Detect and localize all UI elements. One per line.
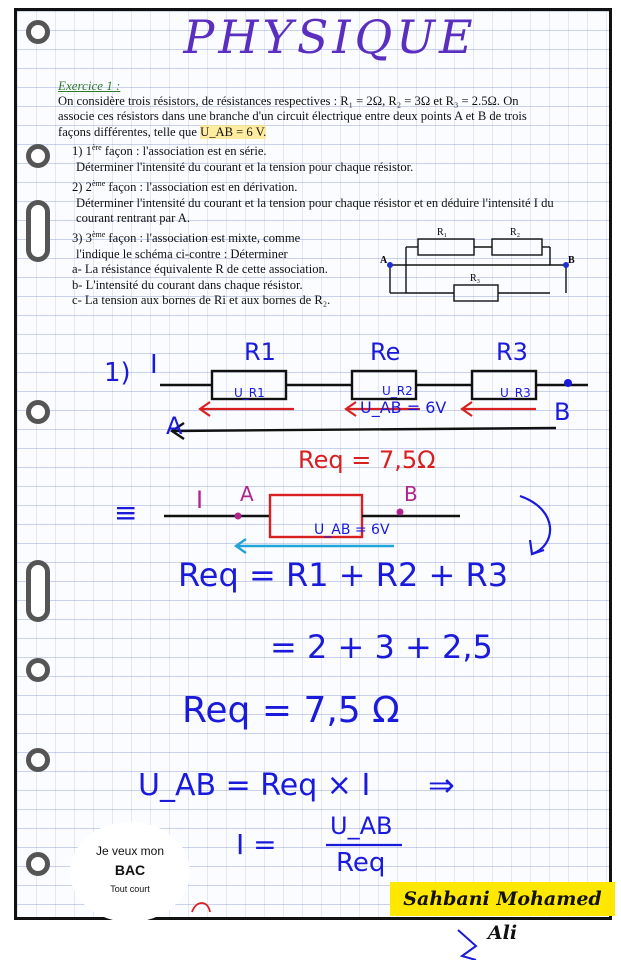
schema-a-label: A	[380, 255, 388, 266]
q2-number: 2) 2	[72, 179, 92, 194]
implies-arrow: ⇒	[428, 766, 455, 804]
formula-2: = 2 + 3 + 2,5	[270, 628, 493, 666]
q1-number: 1) 1	[72, 144, 92, 159]
badge-line-3: Tout court	[110, 884, 150, 894]
badge-line-1: Je veux mon	[95, 844, 165, 858]
hw-r1-label: R1	[244, 338, 276, 366]
question-1-task: Déterminer l'intensité du courant et la tension pour chaque résistor.	[76, 160, 414, 175]
uab-highlight: U_AB = 6 V.	[200, 124, 267, 139]
formula-5-numerator: U_AB	[330, 812, 393, 840]
hw-q1-label: 1)	[104, 358, 131, 388]
curved-arrow	[520, 496, 550, 554]
badge-line-2: BAC	[114, 862, 146, 878]
eq-node-a	[235, 513, 242, 520]
r3-resistor	[454, 285, 498, 301]
schema-r2-label: R₂	[510, 227, 521, 238]
q3-text: façon : l'association est mixte, comme	[105, 230, 301, 245]
hw-eq-point-a: A	[240, 482, 254, 506]
pen-scribble	[458, 930, 476, 960]
hw-u-r2: U_R2	[382, 384, 413, 398]
hw-r3-label: R3	[496, 338, 528, 366]
hw-point-a: A	[166, 412, 183, 440]
exercise-heading: Exercice 1 :	[58, 78, 121, 93]
question-3-line: l'indique le schéma ci-contre : Déterminer	[76, 246, 288, 261]
eq-node-b	[397, 509, 404, 516]
question-3b: b- L'intensité du courant dans chaque résistor.	[72, 277, 303, 292]
question-3c: c- La tension aux bornes de Ri et aux bornes de R₂.	[72, 293, 331, 308]
uab-arrow	[172, 423, 556, 439]
q3-number: 3) 3	[72, 230, 92, 245]
q3-sup: ème	[91, 229, 106, 239]
red-mark	[192, 903, 210, 912]
intro-line: On considère trois résistors, de résistances respectives : R₁ = 2Ω, R₂ = 3Ω et R₃ = 2.5Ω. On	[58, 93, 519, 108]
question-2-task: Déterminer l'intensité du courant et la tension pour chaque résistor et en déduire l'intensité I du	[76, 195, 554, 210]
q1-sup: ère	[91, 143, 102, 153]
q2-sup: ème	[91, 178, 106, 188]
point-b-dot	[564, 379, 572, 387]
formula-4: U_AB = Req × I	[138, 768, 371, 803]
hw-current-i: I	[150, 350, 158, 380]
hw-u-r3: U_R3	[500, 386, 531, 400]
question-3a: a- La résistance équivalente R de cette association.	[72, 262, 328, 277]
r1-resistor	[418, 239, 474, 255]
page-title: PHYSIQUE	[183, 10, 477, 64]
circuit-schema	[390, 239, 566, 301]
hw-eq-point-b: B	[404, 482, 418, 506]
hw-uab-label: U_AB = 6V	[360, 398, 447, 417]
q1-text: façon : l'association est en série.	[101, 144, 267, 159]
formula-5-lhs: I =	[236, 828, 277, 861]
formula-1: Req = R1 + R2 + R3	[178, 556, 509, 594]
intro-text: façons différentes, telle que	[58, 124, 197, 139]
hw-eq-uab: U_AB = 6V	[314, 522, 390, 538]
formula-3: Req = 7,5 Ω	[182, 690, 400, 731]
schema-r1-label: R₁	[437, 227, 448, 238]
hw-point-b: B	[554, 398, 571, 426]
node-a	[387, 262, 393, 268]
r2-resistor	[492, 239, 542, 255]
hw-equiv-sign: ≡	[114, 496, 138, 529]
hw-r2-label: Re	[370, 338, 401, 366]
schema-r3-label: R₃	[470, 273, 481, 284]
hw-req-value-text: Req = 7,5Ω	[298, 446, 436, 474]
q2-text: façon : l'association est en dérivation.	[105, 179, 298, 194]
hw-eq-current-i: I	[196, 486, 204, 514]
question-2-task: courant rentrant par A.	[76, 211, 190, 226]
schema-b-label: B	[568, 255, 575, 266]
formula-5-denominator: Req	[336, 848, 386, 878]
bac-badge	[70, 822, 190, 922]
author-signature: Sahbani Mohamed Ali	[390, 882, 615, 916]
intro-line: associe ces résistors dans une branche d'un circuit électrique entre deux points A et B de trois	[58, 109, 527, 124]
hw-u-r1: U_R1	[234, 386, 265, 400]
hw-req-value	[298, 446, 435, 474]
